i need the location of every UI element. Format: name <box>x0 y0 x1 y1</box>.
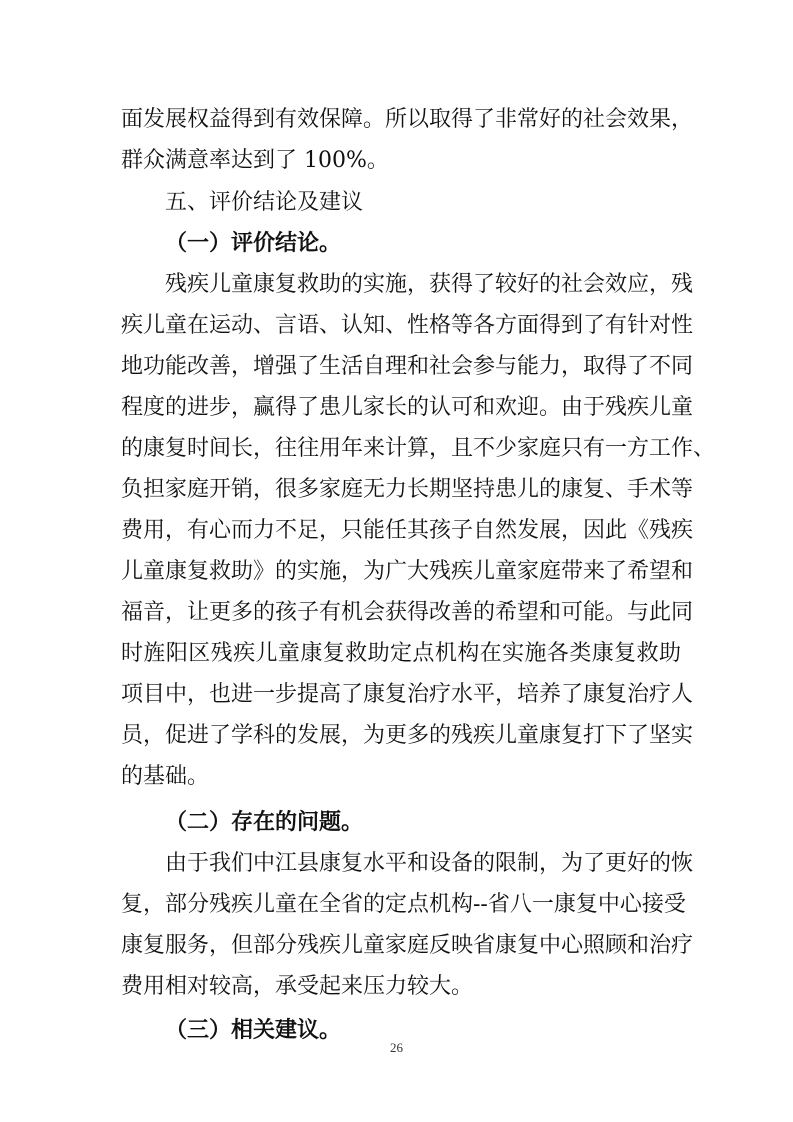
body-text-line: 程度的进步，赢得了患儿家长的认可和欢迎。由于残疾儿童 <box>121 395 694 420</box>
body-text-line: 康复服务，但部分残疾儿童家庭反映省康复中心照顾和治疗 <box>121 933 694 958</box>
body-text-line: 儿童康复救助》的实施，为广大残疾儿童家庭带来了希望和 <box>121 559 694 584</box>
body-text-line: 费用，有心而力不足，只能任其孩子自然发展，因此《残疾 <box>121 518 694 543</box>
body-text-line: 残疾儿童康复救助的实施，获得了较好的社会效应，残 <box>165 272 694 297</box>
section-heading: 五、评价结论及建议 <box>165 190 364 215</box>
body-text-line: 群众满意率达到了 100%。 <box>121 148 389 173</box>
body-text-line: 的基础。 <box>121 764 210 789</box>
body-text-line: 员，促进了学科的发展，为更多的残疾儿童康复打下了坚实 <box>121 723 694 748</box>
body-text-line: 地功能改善，增强了生活自理和社会参与能力，取得了不同 <box>121 354 694 379</box>
body-text-line: 由于我们中江县康复水平和设备的限制，为了更好的恢 <box>165 851 694 876</box>
body-text-line: 疾儿童在运动、言语、认知、性格等各方面得到了有针对性 <box>121 313 694 338</box>
subsection-heading: （三）相关建议。 <box>165 1018 342 1043</box>
subsection-heading: （一）评价结论。 <box>165 231 342 256</box>
body-text-line: 项目中，也进一步提高了康复治疗水平，培养了康复治疗人 <box>121 682 694 707</box>
body-text-line: 福音，让更多的孩子有机会获得改善的希望和可能。与此同 <box>121 600 694 625</box>
body-text-line: 复，部分残疾儿童在全省的定点机构--省八一康复中心接受 <box>121 892 686 917</box>
body-text-line: 费用相对较高，承受起来压力较大。 <box>121 974 474 999</box>
page-number: 26 <box>390 1040 403 1055</box>
subsection-heading: （二）存在的问题。 <box>165 810 364 835</box>
body-text-line: 负担家庭开销，很多家庭无力长期坚持患儿的康复、手术等 <box>121 477 694 502</box>
body-text-line: 面发展权益得到有效保障。所以取得了非常好的社会效果， <box>121 107 694 132</box>
body-text-line: 的康复时间长，往往用年来计算，且不少家庭只有一方工作、 <box>121 436 716 461</box>
body-text-line: 时旌阳区残疾儿童康复救助定点机构在实施各类康复救助 <box>121 641 681 666</box>
